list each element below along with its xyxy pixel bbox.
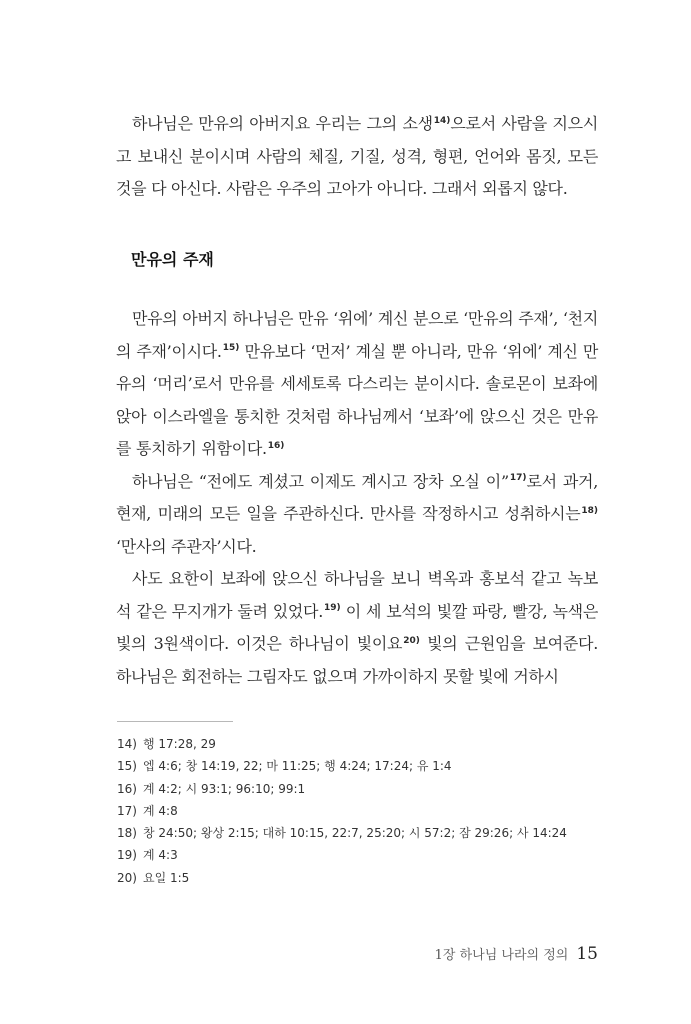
paragraph-text: ‘만사의 주관자’시다. bbox=[116, 536, 257, 556]
intro-text-continued: 으로서 사람을 지으시고 보내신 분이시며 사람의 체질, 기질, 성격, 형편, 언어와 몸짓, 모든 것을 다 아신다. 사람은 우주의 고아가 아니다. 그래서 외롭지 않다. bbox=[116, 114, 598, 198]
footnote-ref-15[interactable]: 15) bbox=[222, 343, 240, 354]
paragraph-text: 하나님은 “전에도 계셨고 이제도 계시고 장차 오실 이” bbox=[132, 471, 509, 491]
footnote-ref-20[interactable]: 20) bbox=[403, 635, 420, 646]
footnote-item bbox=[117, 867, 597, 889]
body-paragraph-3 bbox=[116, 563, 598, 693]
footnote-item bbox=[117, 733, 597, 755]
chapter-title: 1장 하나님 나라의 정의 bbox=[434, 948, 569, 963]
footnote-text: 계 4:3 bbox=[143, 848, 178, 863]
footnote-text: 계 4:8 bbox=[143, 803, 178, 818]
footnote-ref-17[interactable]: 17) bbox=[509, 473, 527, 484]
footnote-text: 창 24:50; 왕상 2:15; 대하 10:15, 22:7, 25:20; 시 57:2; 잠 29:26; 사 14:24 bbox=[143, 826, 567, 841]
footnote-number: 14) bbox=[117, 737, 137, 751]
footnote-number: 16) bbox=[117, 781, 137, 796]
footnote-text: 엡 4:6; 창 14:19, 22; 마 11:25; 행 4:24; 17:24; 유 1:4 bbox=[143, 759, 452, 774]
footnote-ref-19[interactable]: 19) bbox=[324, 603, 341, 614]
body-paragraph-1 bbox=[116, 303, 598, 466]
paragraph-text: 사도 요한이 보좌에 앉으신 하나님을 보니 벽옥과 홍보석 같고 녹보석 같은 무지개가 둘려 있었다. bbox=[116, 569, 598, 621]
footnote-text: 요일 1:5 bbox=[143, 870, 190, 885]
footnote-ref-14[interactable]: 14) bbox=[433, 115, 451, 126]
footnote-item bbox=[117, 778, 597, 800]
paragraph-text: 만유의 아버지 하나님은 만유 ‘위에’ 계신 분으로 ‘만유의 주재’, ‘천지의 주재’이시다. bbox=[116, 309, 598, 361]
footnote-ref-16[interactable]: 16) bbox=[267, 440, 285, 451]
paragraph-text: 로서 과거, 현재, 미래의 모든 일을 주관하신다. 만사를 작정하시고 성취하시는 bbox=[116, 471, 598, 523]
footnote-text: 계 4:2; 시 93:1; 96:10; 99:1 bbox=[143, 781, 306, 796]
section-body bbox=[116, 303, 598, 693]
footnote-list bbox=[117, 733, 597, 889]
footnote-number: 20) bbox=[117, 870, 137, 885]
running-footer bbox=[435, 944, 598, 964]
footnote-number: 15) bbox=[117, 759, 137, 774]
footnote-number: 19) bbox=[117, 848, 137, 863]
footnote-number: 18) bbox=[117, 826, 137, 841]
footnote-text: 행 17:28, 29 bbox=[143, 737, 216, 751]
footnote-item bbox=[117, 822, 597, 844]
intro-paragraph bbox=[116, 108, 598, 206]
footnote-item bbox=[117, 800, 597, 822]
footnote-ref-18[interactable]: 18) bbox=[581, 505, 598, 516]
page-number: 15 bbox=[576, 944, 598, 964]
footnote-divider bbox=[117, 721, 233, 722]
paragraph-text: 만유보다 ‘먼저’ 계실 뿐 아니라, 만유 ‘위에’ 계신 만유의 ‘머리’로서 만유를 세세토록 다스리는 분이시다. 솔로몬이 보좌에 앉아 이스라엘을 통치한 것처럼 하나님께서 ‘보좌’에 앉으신 것은 만유를 통치하기 위함이다. bbox=[116, 341, 599, 458]
intro-text: 하나님은 만유의 아버지요 우리는 그의 소생 bbox=[132, 114, 433, 133]
footnote-item bbox=[117, 844, 597, 866]
section-heading: 만유의 주재 bbox=[131, 250, 214, 269]
footnote-item bbox=[117, 755, 597, 777]
footnote-number: 17) bbox=[117, 803, 137, 818]
body-paragraph-2 bbox=[116, 466, 598, 564]
paragraph-text: 이 세 보석의 빛깔 파랑, 빨강, 녹색은 빛의 3원색이다. 이것은 하나님이 빛이요 bbox=[116, 601, 598, 653]
paragraph-text: 빛의 근원임을 보여준다. 하나님은 회전하는 그림자도 없으며 가까이하지 못할 빛에 거하시 bbox=[116, 634, 598, 686]
